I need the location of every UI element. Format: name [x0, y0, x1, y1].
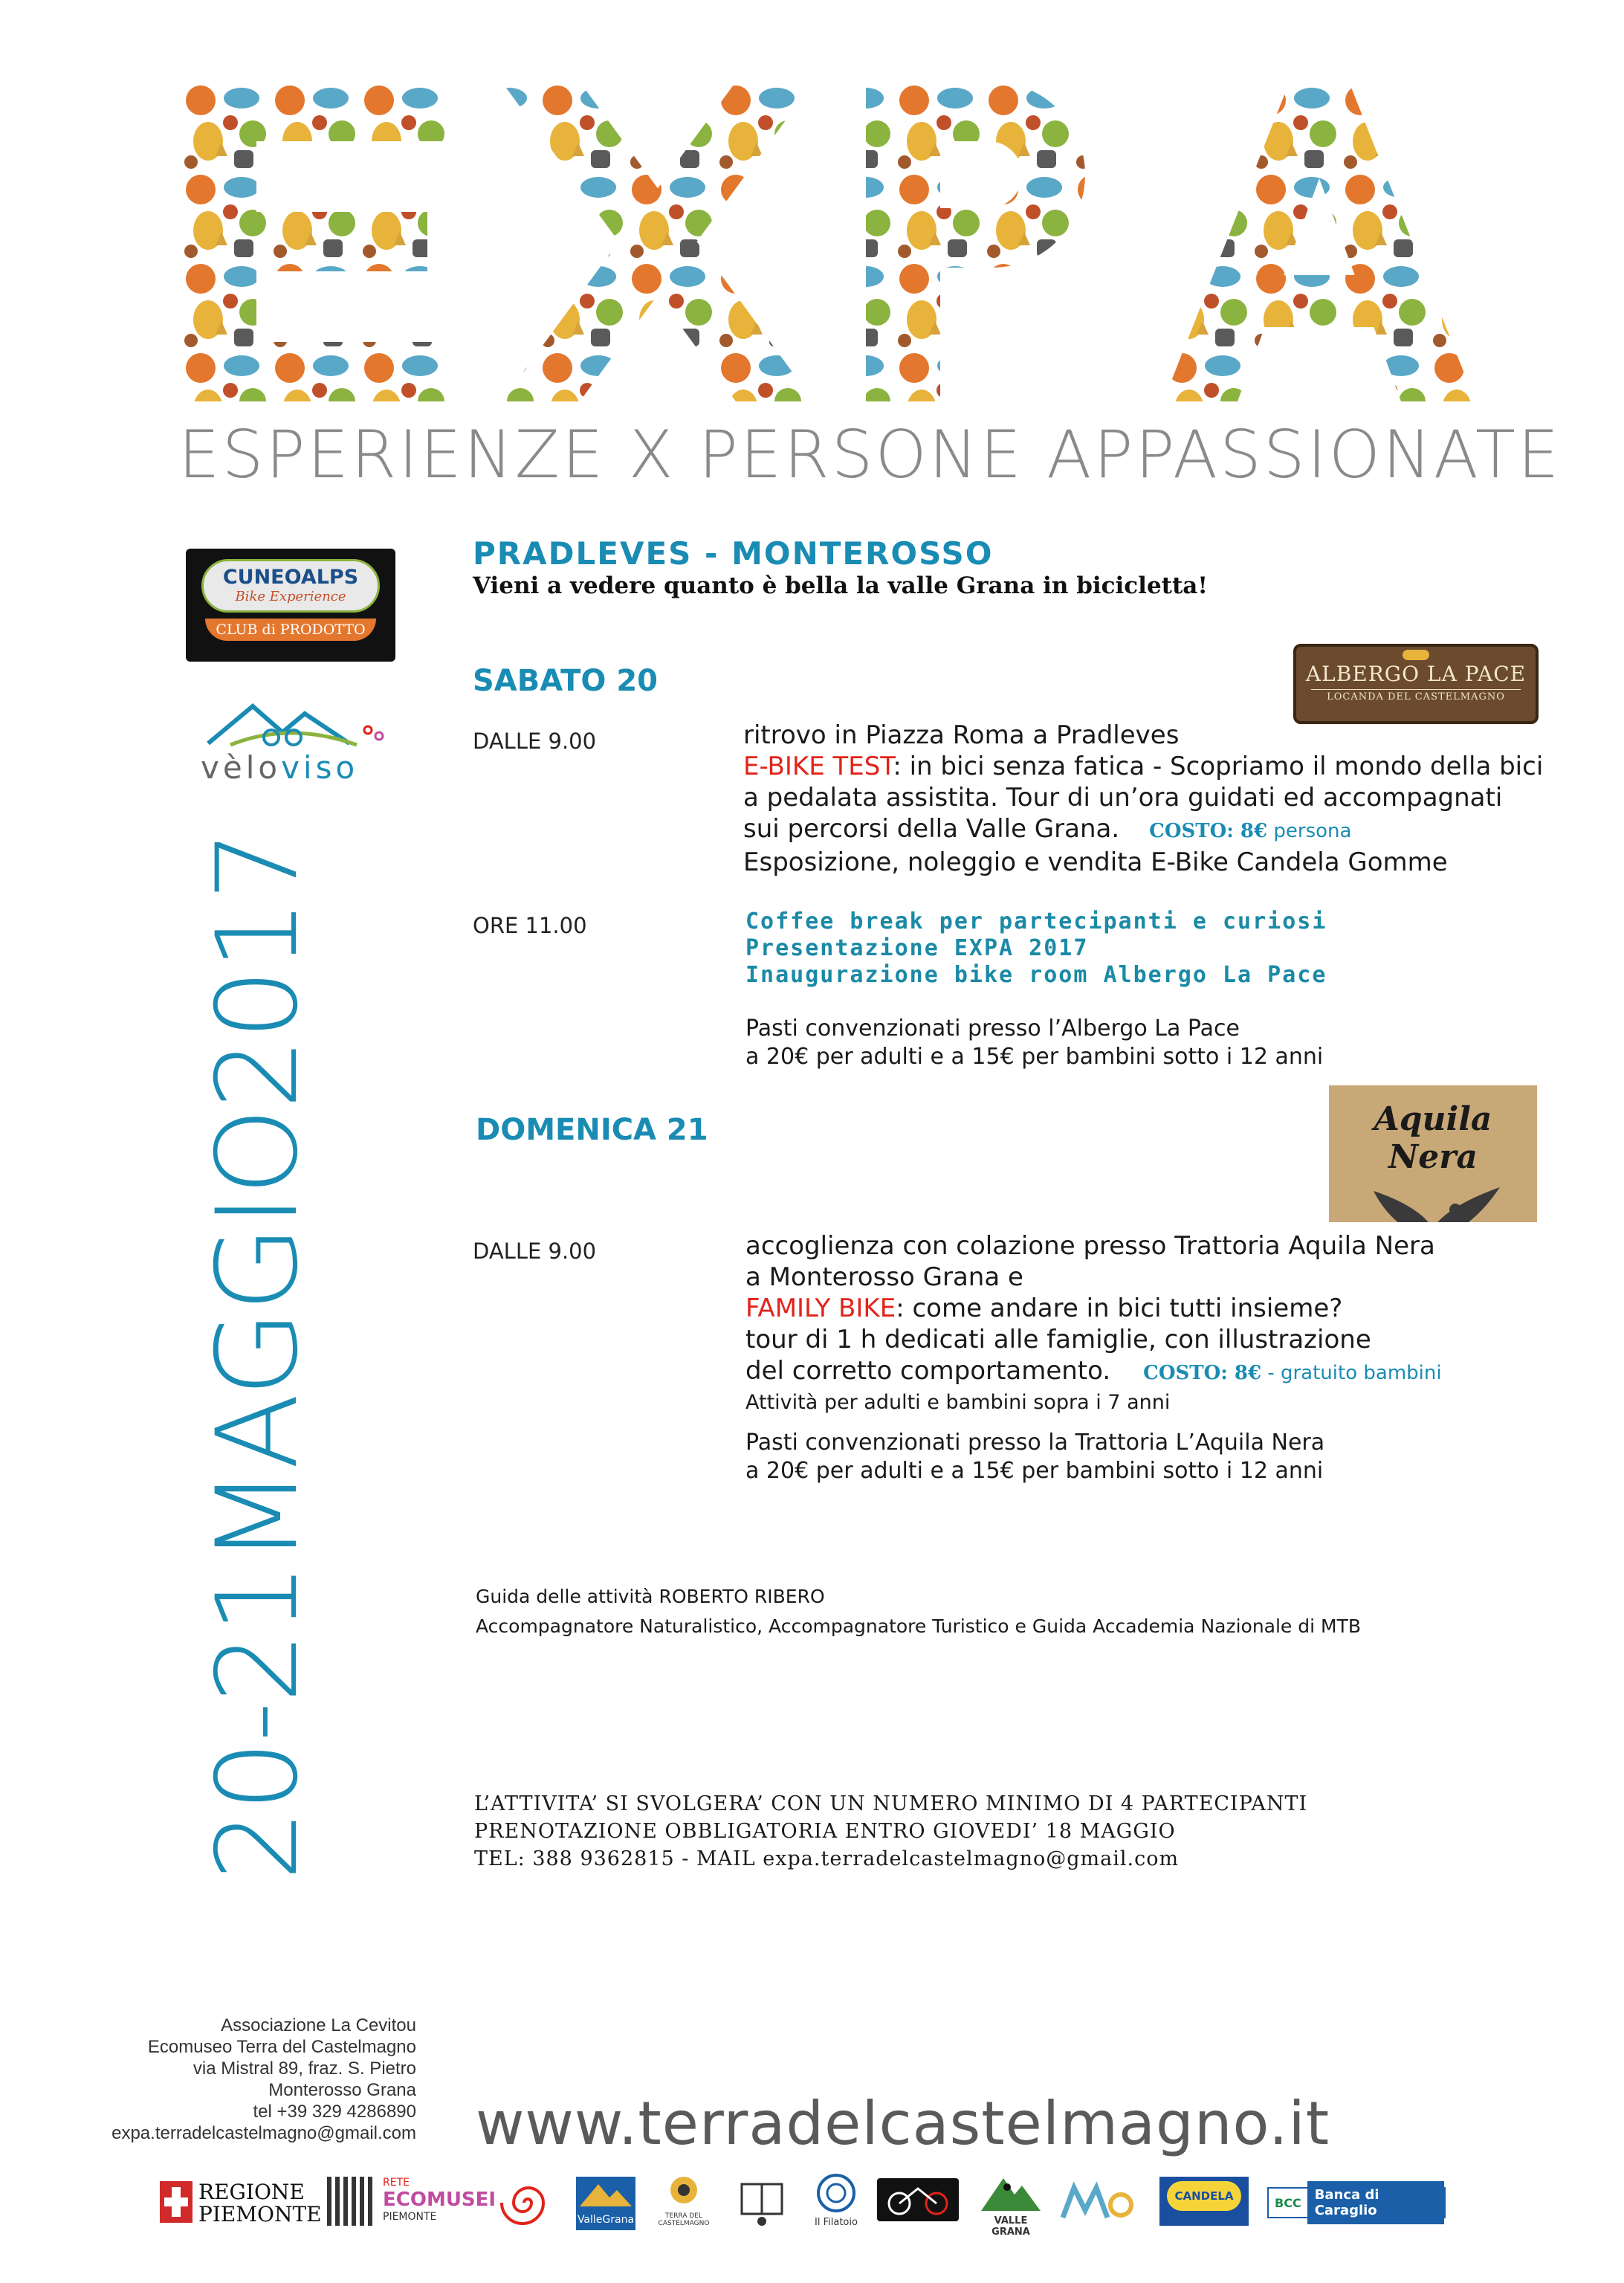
book-logo-icon — [736, 2177, 788, 2229]
guida-block — [476, 1582, 1361, 1641]
regione-piemonte-logo — [160, 2177, 322, 2229]
subtitle: ESPERIENZE X PERSONE APPASSIONATE — [178, 416, 1562, 493]
cuneoalps-club: CLUB di PRODOTTO — [205, 619, 376, 641]
candela-label: CANDELA — [1174, 2189, 1234, 2203]
bike-logo — [877, 2178, 959, 2221]
domenica-heading: DOMENICA 21 — [476, 1113, 708, 1147]
valle-grana-label: VALLE GRANA — [991, 2215, 1030, 2238]
regione-line-1: REGIONE — [198, 2180, 305, 2204]
coffee-block — [745, 908, 1327, 989]
ebike-label: E-BIKE TEST — [743, 752, 893, 781]
veloviso-b: viso — [281, 749, 359, 786]
valle-grana-hikers-logo — [974, 2172, 1048, 2238]
regione-line-2: PIEMONTE — [198, 2202, 322, 2227]
ecomusei-sub: PIEMONTE — [383, 2211, 437, 2223]
qr-code-icon — [327, 2177, 376, 2226]
bcc-label: BCC — [1275, 2195, 1301, 2210]
albergo-la-pace-logo — [1293, 644, 1539, 724]
mountain-bike-icon — [201, 691, 394, 751]
sabato-cost-suffix: persona — [1267, 820, 1352, 842]
domenica-line-4: tour di 1 h dedicati alle famiglie, con illustrazione — [745, 1325, 1371, 1354]
sabato-pasti-line-2: a 20€ per adulti e a 15€ per bambini sotto i 12 anni — [745, 1044, 1324, 1070]
notes-line-3: TEL: 388 9362815 - MAIL expa.terradelcastelmagno@gmail.com — [474, 1847, 1180, 1870]
sponsor-strip — [160, 2162, 1468, 2258]
cuneoalps-subtitle: Bike Experience — [235, 589, 346, 604]
sabato-heading: SABATO 20 — [473, 664, 658, 698]
domenica-line-1: accoglienza con colazione presso Trattoria Aquila Nera — [745, 1231, 1435, 1261]
expa-logo — [182, 82, 1475, 401]
cuneoalps-logo — [186, 549, 395, 662]
bcc-caraglio-logo — [1267, 2187, 1446, 2218]
domenica-time-1: DALLE 9.00 — [473, 1239, 597, 1264]
coffee-line-1: Coffee break per partecipanti e curiosi — [745, 908, 1327, 934]
domenica-pasti-line-2: a 20€ per adulti e a 15€ per bambini sotto i 12 anni — [745, 1458, 1324, 1484]
sabato-line-2-rest: : in bici senza fatica - Scopriamo il mondo della bici — [893, 752, 1544, 781]
aquila-nera-name: Aquila Nera — [1374, 1100, 1492, 1176]
sun-icon — [665, 2171, 702, 2209]
footer-addr-4: Monterosso Grana — [268, 2080, 416, 2100]
sabato-line-4-text: sui percorsi della Valle Grana. — [743, 814, 1120, 844]
sabato-program — [743, 720, 1591, 878]
domenica-line-6: Attività per adulti e bambini sopra i 7 anni — [745, 1391, 1171, 1414]
vallegrana-label: ValleGrana — [577, 2214, 635, 2226]
footer-addr-3: via Mistral 89, fraz. S. Pietro — [193, 2058, 416, 2079]
candela-logo — [1159, 2177, 1249, 2226]
domenica-cost: COSTO: 8€ — [1143, 1362, 1262, 1384]
domenica-line-3 — [745, 1293, 1593, 1324]
domenica-program — [745, 1230, 1593, 1417]
vallegrana-logo — [576, 2177, 635, 2230]
sabato-cost: COSTO: 8€ — [1149, 820, 1268, 842]
guida-line-2: Accompagnatore Naturalistico, Accompagnatore Turistico e Guida Accademia Nazionale di MTB — [476, 1615, 1362, 1637]
sabato-time-2: ORE 11.00 — [473, 913, 587, 938]
footer-addr-5: tel +39 329 4286890 — [253, 2102, 416, 2122]
terra-castelmagno-logo — [650, 2171, 717, 2227]
notes-line-2: PRENOTAZIONE OBBLIGATORIA ENTRO GIOVEDI’ 18 MAGGIO — [474, 1820, 1176, 1843]
coffee-line-3: Inaugurazione bike room Albergo La Pace — [745, 962, 1327, 988]
eagle-icon — [1329, 1176, 1537, 1222]
domenica-line-5-text: del corretto comportamento. — [745, 1356, 1111, 1386]
ecomusei-logo — [383, 2177, 496, 2223]
website-link[interactable]: www.terradelcastelmagno.it — [476, 2089, 1330, 2158]
sabato-line-2 — [743, 751, 1591, 782]
sabato-line-5: Esposizione, noleggio e vendita E-Bike Candela Gomme — [743, 847, 1448, 877]
wheel-icon — [815, 2172, 857, 2214]
event-date-vertical: 20-21MAGGIO2017 — [193, 831, 323, 1881]
sabato-pasti — [745, 1015, 1323, 1071]
tagline: Vieni a vedere quanto è bella la valle Grana in bicicletta! — [473, 572, 1209, 599]
filatoio-label: Il Filatoio — [815, 2217, 858, 2228]
domenica-line-3-rest: : come andare in bici tutti insieme? — [896, 1294, 1343, 1323]
footer-address — [74, 2015, 416, 2144]
footer-addr-2: Ecomuseo Terra del Castelmagno — [147, 2037, 416, 2057]
albergo-name: ALBERGO LA PACE — [1305, 662, 1527, 686]
rete-label: RETE — [383, 2177, 410, 2189]
albergo-sub: LOCANDA DEL CASTELMAGNO — [1311, 689, 1521, 703]
notes-block — [474, 1790, 1307, 1873]
sabato-time-1: DALLE 9.00 — [473, 729, 597, 754]
domenica-line-5 — [745, 1355, 1593, 1389]
sabato-pasti-line-1: Pasti convenzionati presso l’Albergo La Pace — [745, 1015, 1240, 1042]
filatoio-logo — [806, 2172, 866, 2228]
mountain-icon — [576, 2177, 635, 2211]
hikers-icon — [977, 2172, 1044, 2212]
veloviso-logo — [201, 691, 394, 788]
caraglio-label: Banca di Caraglio — [1307, 2181, 1444, 2224]
location-title: PRADLEVES - MONTEROSSO — [473, 535, 994, 572]
terra-label: TERRA DEL CASTELMAGNO — [658, 2212, 710, 2227]
bicycle-icon — [877, 2178, 959, 2221]
ecomusei-label: ECOMUSEI — [383, 2189, 496, 2211]
sabato-line-1: ritrovo in Piazza Roma a Pradleves — [743, 720, 1180, 750]
domenica-pasti-line-1: Pasti convenzionati presso la Trattoria L’Aquila Nera — [745, 1430, 1325, 1456]
sabato-line-4 — [743, 813, 1591, 847]
sabato-line-3: a pedalata assistita. Tour di un’ora guidati ed accompagnati — [743, 783, 1503, 813]
footer-addr-6: expa.terradelcastelmagno@gmail.com — [111, 2123, 416, 2143]
veloviso-a: vèlo — [201, 749, 282, 786]
spiral-logo-icon — [498, 2177, 557, 2229]
domenica-pasti — [745, 1429, 1324, 1485]
domenica-line-2: a Monterosso Grana e — [745, 1262, 1023, 1292]
footer-addr-1: Associazione La Cevitou — [221, 2015, 416, 2035]
guida-line-1: Guida delle attività ROBERTO RIBERO — [476, 1586, 825, 1607]
notes-line-1: L’ATTIVITA’ SI SVOLGERA’ CON UN NUMERO MINIMO DI 4 PARTECIPANTI — [474, 1792, 1308, 1815]
aquila-nera-logo — [1329, 1085, 1537, 1222]
cuneoalps-title: CUNEOALPS — [222, 566, 359, 589]
coffee-line-2: Presentazione EXPA 2017 — [745, 935, 1089, 961]
domenica-cost-suffix: - gratuito bambini — [1261, 1362, 1442, 1384]
family-bike-label: FAMILY BIKE — [745, 1294, 896, 1323]
moe-logo-icon — [1055, 2177, 1137, 2229]
